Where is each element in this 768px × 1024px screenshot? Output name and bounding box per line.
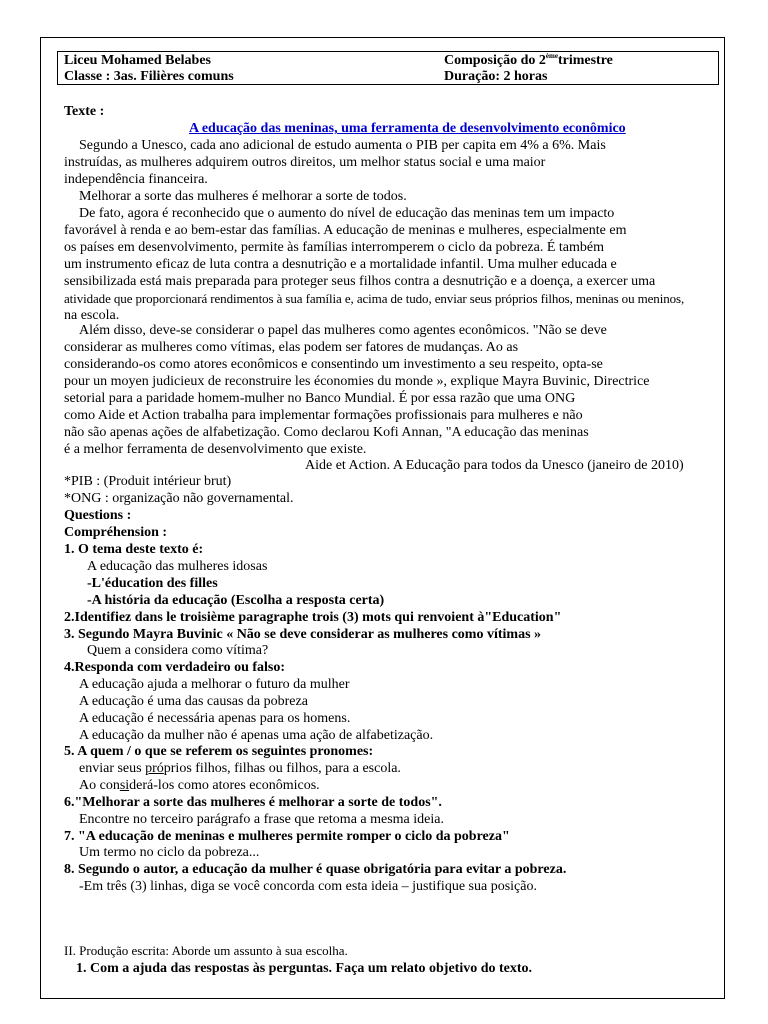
question-6: 6."Melhorar a sorte das mulheres é melhorar a sorte de todos".	[64, 795, 442, 810]
text-line: pour un moyen judicieux de reconstruire les économies du monde », explique Mayra Buvinic, Directrice	[64, 374, 650, 389]
composition: Composição do 2èmetrimestre	[444, 52, 613, 68]
q1-option: A educação das mulheres idosas	[87, 559, 268, 574]
duration: Duração: 2 horas	[444, 69, 548, 84]
q4-item: A educação ajuda a melhorar o futuro da mulher	[79, 677, 350, 692]
q5-line-2: Ao considerá-los como atores econômicos.	[79, 778, 320, 793]
text-line: considerando-os como atores econômicos e consentindo um investimento a seu respeito, opta-se	[64, 357, 603, 372]
exam-sheet	[40, 37, 725, 999]
text-line: um instrumento eficaz de luta contra a desnutrição e a mortalidade infantil. Uma mulher educada e	[64, 257, 617, 272]
question-3: 3. Segundo Mayra Buvinic « Não se deve considerar as mulheres como vítimas »	[64, 627, 542, 642]
text-line: Segundo a Unesco, cada ano adicional de estudo aumenta o PIB per capita em 4% a 6%. Mais	[79, 138, 606, 153]
question-8: 8. Segundo o autor, a educação da mulher é quase obrigatória para evitar a pobreza.	[64, 862, 567, 877]
question-5: 5. A quem / o que se referem os seguintes pronomes:	[64, 744, 374, 759]
text-line: considerar as mulheres como vítimas, elas podem ser fatores de mudanças. Ao as	[64, 340, 519, 355]
text-line: favorável à renda e ao bem-estar das famílias. A educação de meninas e mulheres, especialmente em	[64, 223, 627, 238]
class-name: Classe : 3as. Filières comuns	[64, 69, 234, 84]
text-line: não são apenas ações de alfabetização. Como declarou Kofi Annan, "A educação das meninas	[64, 425, 589, 440]
q8-sub: -Em três (3) linhas, diga se você concorda com esta ideia – justifique sua posição.	[79, 879, 537, 894]
text-line: De fato, agora é reconhecido que o aumento do nível de educação das meninas tem um impacto	[79, 206, 615, 221]
q7-sub: Um termo no ciclo da pobreza...	[79, 845, 260, 860]
text-title: A educação das meninas, uma ferramenta de desenvolvimento econômico	[189, 121, 626, 136]
text-line: é a melhor ferramenta de desenvolvimento que existe.	[64, 442, 367, 457]
q4-item: A educação é uma das causas da pobreza	[79, 694, 308, 709]
q3-sub: Quem a considera como vítima?	[87, 643, 269, 658]
question-2: 2.Identifiez dans le troisième paragraphe trois (3) mots qui renvoient à"Education"	[64, 610, 562, 625]
questions-label: Questions :	[64, 508, 132, 523]
text-line: sensibilizada está mais preparada para proteger seus filhos contra a desnutrição e a doença, a exercer uma	[64, 274, 656, 289]
text-source: Aide et Action. A Educação para todos da Unesco (janeiro de 2010)	[305, 458, 684, 473]
text-line: instruídas, as mulheres adquirem outros direitos, um melhor status social e uma maior	[64, 155, 546, 170]
q6-sub: Encontre no terceiro parágrafo a frase que retoma a mesma ideia.	[79, 812, 444, 827]
question-1: 1. O tema deste texto é:	[64, 542, 204, 557]
production-title: II. Produção escrita: Aborde um assunto à sua escolha.	[64, 943, 348, 958]
q1-option: -L'éducation des filles	[87, 576, 218, 591]
q5-line-1: enviar seus próprios filhos, filhas ou filhos, para a escola.	[79, 761, 401, 776]
header-box	[57, 51, 719, 85]
text-line: atividade que proporcionará rendimentos à sua família e, acima de tudo, enviar seus próprios filhos, meninas ou meninos,	[64, 291, 685, 306]
q1-option: -A história da educação (Escolha a resposta certa)	[87, 593, 385, 608]
text-line: Além disso, deve-se considerar o papel das mulheres como agentes econômicos. "Não se deve	[79, 323, 607, 338]
note-pib: *PIB : (Produit intérieur brut)	[64, 474, 232, 489]
text-line: setorial para a paridade homem-mulher no Banco Mundial. É por essa razão que uma ONG	[64, 391, 576, 406]
text-line: os países em desenvolvimento, permite às famílias interromperem o ciclo da pobreza. É também	[64, 240, 604, 255]
text-line: Melhorar a sorte das mulheres é melhorar a sorte de todos.	[79, 189, 407, 204]
text-label: Texte :	[64, 104, 105, 119]
text-line: como Aide et Action trabalha para implementar formações profissionais para mulheres e não	[64, 408, 583, 423]
question-7: 7. "A educação de meninas e mulheres permite romper o ciclo da pobreza"	[64, 829, 510, 844]
production-task: 1. Com a ajuda das respostas às perguntas. Faça um relato objetivo do texto.	[76, 961, 533, 976]
note-ong: *ONG : organização não governamental.	[64, 491, 294, 506]
header-left	[64, 53, 234, 85]
q4-item: A educação é necessária apenas para os homens.	[79, 711, 351, 726]
q4-item: A educação da mulher não é apenas uma ação de alfabetização.	[79, 728, 434, 743]
header-right	[444, 53, 613, 85]
question-4: 4.Responda com verdadeiro ou falso:	[64, 660, 286, 675]
text-line: independência financeira.	[64, 172, 208, 187]
text-line: na escola.	[64, 308, 120, 323]
school-name: Liceu Mohamed Belabes	[64, 53, 211, 68]
comprehension-label: Compréhension :	[64, 525, 168, 540]
